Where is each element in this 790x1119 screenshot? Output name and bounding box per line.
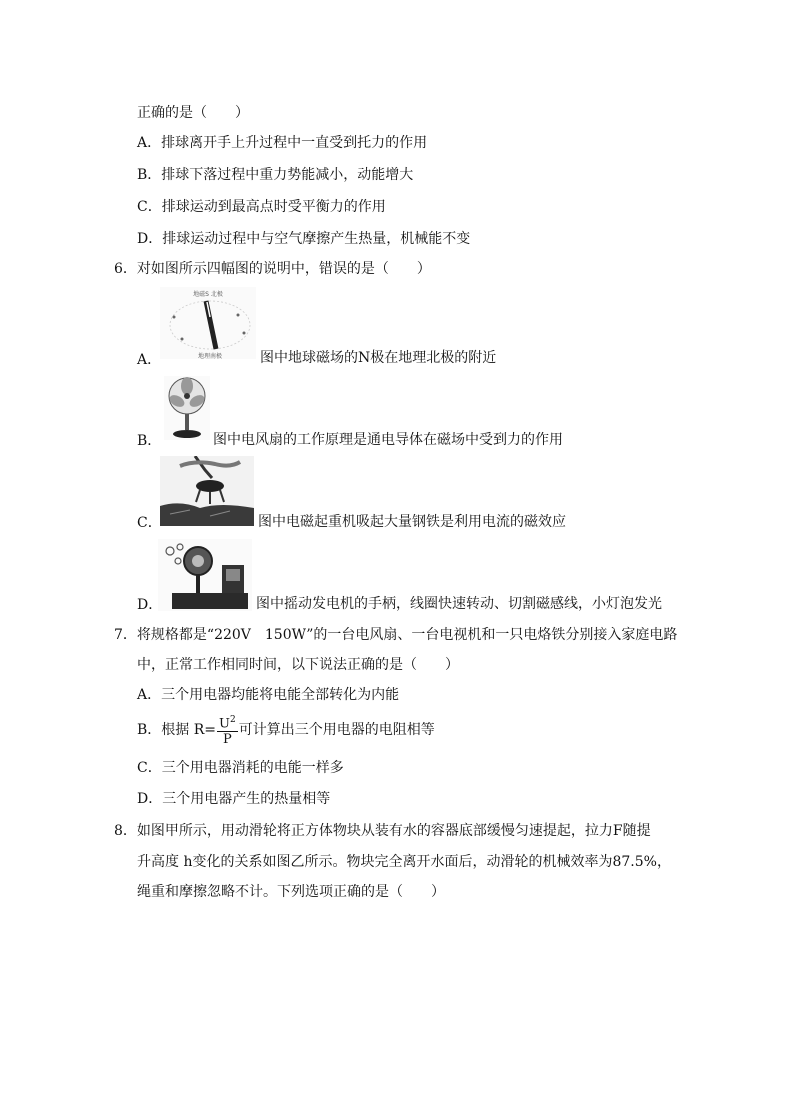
- q5-stem-tail: 正确的是（ ）: [137, 105, 249, 121]
- fig-a-label-top: 地磁S 北极: [193, 291, 223, 298]
- electromagnetic-crane-figure: [160, 456, 254, 526]
- fig-a-label-bottom: 地理南极: [197, 353, 223, 359]
- q7-option-b-suffix: 可计算出三个用电器的电阻相等: [238, 722, 435, 738]
- electric-fan-figure: [164, 376, 210, 440]
- q6-option-c-letter: C．: [137, 515, 162, 531]
- q6-option-d-text: 图中摇动发电机的手柄，线圈快速转动、切割磁感线，小灯泡发光: [256, 596, 662, 612]
- q5-option-b: B．排球下落过程中重力势能减小，动能增大: [137, 167, 414, 183]
- formula-numerator: U: [219, 716, 230, 732]
- q5-option-d: D．排球运动过程中与空气摩擦产生热量，机械能不变: [137, 231, 471, 247]
- earth-magnetic-field-figure: [160, 287, 256, 359]
- q7-option-a: A．三个用电器均能将电能全部转化为内能: [137, 687, 400, 703]
- q7-option-b: [137, 712, 435, 748]
- q6-option-c-text: 图中电磁起重机吸起大量钢铁是利用电流的磁效应: [258, 514, 566, 530]
- q6-stem: 6．对如图所示四幅图的说明中，错误的是（ ）: [114, 261, 431, 277]
- q6-option-d-letter: D．: [137, 597, 163, 613]
- q6-option-b-letter: B．: [137, 433, 162, 449]
- q6-option-b-text: 图中电风扇的工作原理是通电导体在磁场中受到力的作用: [213, 432, 563, 448]
- q7-option-c: C．三个用电器消耗的电能一样多: [137, 760, 344, 776]
- q5-option-a: A．排球离开手上升过程中一直受到托力的作用: [137, 135, 428, 151]
- q8-line3: 绳重和摩擦忽略不计。下列选项正确的是（ ）: [137, 884, 445, 900]
- q7-option-b-prefix: B．根据 R=: [137, 722, 217, 738]
- hand-crank-generator-figure: [158, 539, 252, 611]
- q7-stem-line1: 7．将规格都是“220V 150W”的一台电风扇、一台电视机和一只电烙铁分别接入家庭电路: [114, 627, 678, 643]
- formula-denominator: P: [222, 732, 232, 748]
- q5-option-c: C．排球运动到最高点时受平衡力的作用: [137, 199, 386, 215]
- q8-line2: 升高度 h变化的关系如图乙所示。物块完全离开水面后，动滑轮的机械效率为87.5%，: [137, 854, 671, 870]
- q7-option-d: D．三个用电器产生的热量相等: [137, 791, 331, 807]
- q6-option-a-letter: A．: [137, 352, 162, 368]
- resistance-formula: [217, 713, 238, 747]
- formula-exponent: 2: [229, 714, 236, 725]
- q7-stem-line2: 中，正常工作相同时间，以下说法正确的是（ ）: [137, 657, 459, 673]
- q6-option-a-text: 图中地球磁场的N极在地理北极的附近: [260, 350, 497, 366]
- q8-line1: 8．如图甲所示，用动滑轮将正方体物块从装有水的容器底部缓慢匀速提起，拉力F随提: [114, 823, 651, 839]
